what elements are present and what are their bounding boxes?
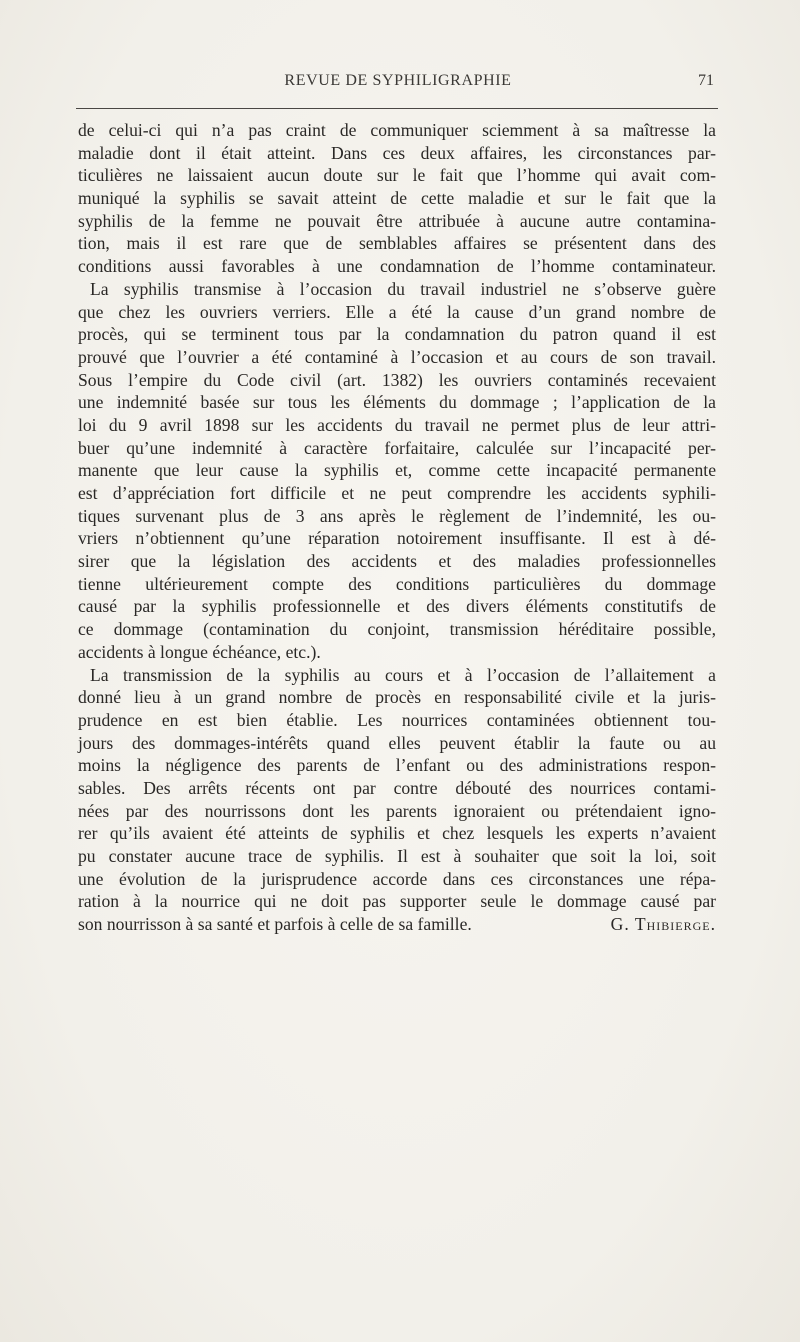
text-line: prudence en est bien établie. Les nourrices contaminées obtiennent tou- xyxy=(78,709,716,730)
text-line: donné lieu à un grand nombre de procès en responsabilité civile et la juris- xyxy=(78,687,716,708)
running-title: REVUE DE SYPHILIGRAPHIE xyxy=(284,72,512,89)
text-line: manente que leur cause la syphilis et, comme cette incapacité permanente xyxy=(78,460,716,481)
text-line: jours des dommages-intérêts quand elles peuvent établir la faute ou au xyxy=(78,732,716,753)
text-line: conditions aussi favorables à une condamnation de l’homme contaminateur. xyxy=(78,256,716,277)
text-line: maladie dont il était atteint. Dans ces deux affaires, les circonstances par- xyxy=(78,142,716,163)
text-line: de celui-ci qui n’a pas craint de communiquer sciemment à sa maîtresse la xyxy=(78,120,716,140)
text-line: sables. Des arrêts récents ont par contre débouté des nourrices contami- xyxy=(78,777,716,798)
page-header xyxy=(76,72,720,100)
text-line: nées par des nourrissons dont les parents ignoraient ou prétendaient igno- xyxy=(78,800,716,821)
text-line: procès, qui se terminent tous par la condamnation du patron quand il est xyxy=(78,324,716,345)
text-line: vriers n’obtiennent qu’une réparation notoirement insuffisante. Il est à dé- xyxy=(78,528,716,549)
text-line: La syphilis transmise à l’occasion du travail industriel ne s’observe guère xyxy=(90,278,716,299)
text-line: buer qu’une indemnité à caractère forfaitaire, calculée sur l’incapacité per- xyxy=(78,437,716,458)
text-line: tiques survenant plus de 3 ans après le règlement de l’indemnité, les ou- xyxy=(78,505,716,526)
page-number: 71 xyxy=(698,72,714,89)
text-line: est d’appréciation fort difficile et ne peut comprendre les accidents syphili- xyxy=(78,483,716,503)
text-line: muniqué la syphilis se savait atteint de cette maladie et sur le fait que la xyxy=(78,188,716,209)
header-rule xyxy=(76,108,718,109)
author-signature: G. Thibierge. xyxy=(610,914,716,935)
text-line: ce dommage (contamination du conjoint, transmission héréditaire possible, xyxy=(78,619,716,640)
text-line: La transmission de la syphilis au cours et à l’occasion de l’allaitement a xyxy=(90,664,716,685)
text-line: syphilis de la femme ne pouvait être attribuée à aucune autre contamina- xyxy=(78,210,716,231)
text-line: rer qu’ils avaient été atteints de syphilis et chez lesquels les experts n’avaient xyxy=(78,823,716,844)
text-line: ticulières ne laissaient aucun doute sur le fait que l’homme qui avait com- xyxy=(78,165,716,186)
text-line: moins la négligence des parents de l’enfant ou des administrations respon- xyxy=(78,755,716,776)
text-line: sirer que la législation des accidents et des maladies professionnelles xyxy=(78,551,716,572)
text-line: son nourrisson à sa santé et parfois à celle de sa famille. xyxy=(78,914,472,935)
text-line: Sous l’empire du Code civil (art. 1382) les ouvriers contaminés recevaient xyxy=(78,369,716,390)
text-line: tienne ultérieurement compte des conditions particulières du dommage xyxy=(78,573,716,594)
text-line: ration à la nourrice qui ne doit pas supporter seule le dommage causé par xyxy=(78,891,716,912)
text-line: pu constater aucune trace de syphilis. Il est à souhaiter que soit la loi, soit xyxy=(78,846,716,866)
text-line: loi du 9 avril 1898 sur les accidents du travail ne permet plus de leur attri- xyxy=(78,414,716,435)
text-line: une évolution de la jurisprudence accorde dans ces circonstances une répa- xyxy=(78,868,716,889)
text-line: causé par la syphilis professionnelle et des divers éléments constitutifs de xyxy=(78,596,716,617)
text-line: que chez les ouvriers verriers. Elle a été la cause d’un grand nombre de xyxy=(78,301,716,322)
text-line: prouvé que l’ouvrier a été contaminé à l’occasion et au cours de son travail. xyxy=(78,346,716,367)
text-line: accidents à longue échéance, etc.). xyxy=(78,641,321,662)
text-line: tion, mais il est rare que de semblables affaires se présentent dans des xyxy=(78,233,716,254)
article-body xyxy=(78,119,716,936)
text-line: une indemnité basée sur tous les éléments du dommage ; l’application de la xyxy=(78,392,716,413)
closing-line xyxy=(78,913,716,936)
